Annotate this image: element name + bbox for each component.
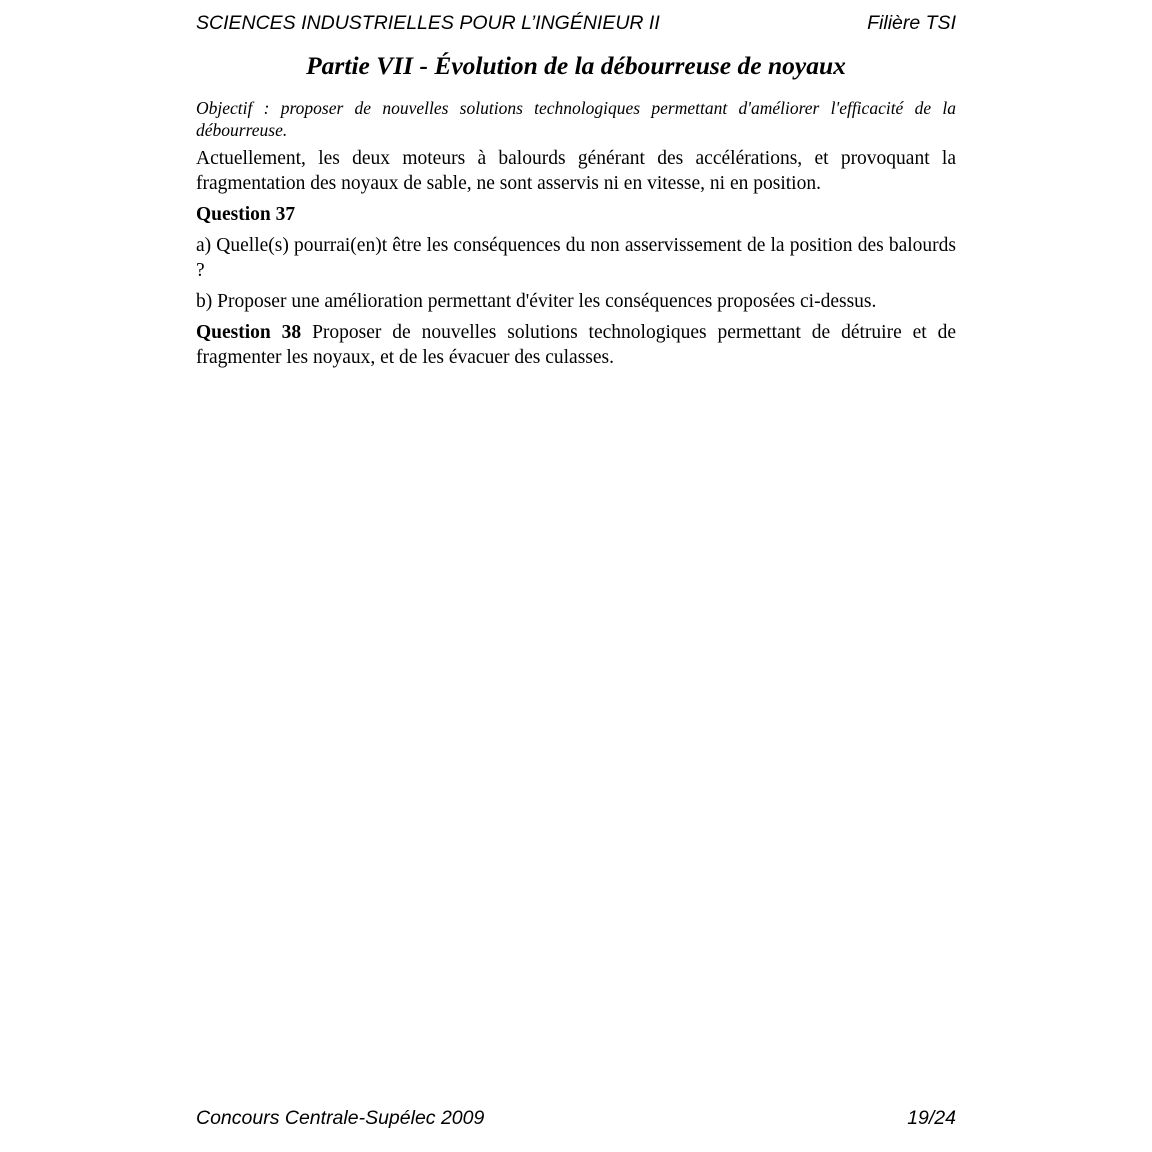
header-track: Filière TSI [867, 12, 956, 34]
question-37-part-a: a) Quelle(s) pourrai(en)t être les conséquences du non asservissement de la position des balourds ? [196, 235, 956, 281]
question-38-heading: Question 38 [196, 322, 302, 343]
running-footer [196, 1105, 956, 1131]
question-37-heading: Question 37 [196, 204, 296, 225]
objective-paragraph: Objectif : proposer de nouvelles solutions technologiques permettant d'améliorer l'efficacité de la débourreuse. [196, 98, 956, 140]
question-37-part-b: b) Proposer une amélioration permettant d'éviter les conséquences proposées ci-dessus. [196, 291, 877, 312]
page-number: 19/24 [907, 1107, 956, 1129]
running-header [196, 11, 956, 35]
document-page [196, 0, 956, 1152]
body-text [196, 97, 956, 376]
question-38-text: Proposer de nouvelles solutions technologiques permettant de détruire et de fragmenter les noyaux, et de les évacuer des culasses. [196, 322, 956, 368]
header-subject: SCIENCES INDUSTRIELLES POUR L’INGÉNIEUR II [196, 12, 660, 34]
footer-contest: Concours Centrale-Supélec 2009 [196, 1107, 485, 1129]
part-title: Partie VII - Évolution de la débourreuse de noyaux [306, 51, 846, 80]
intro-paragraph: Actuellement, les deux moteurs à balourds générant des accélérations, et provoquant la fragmentation des noyaux de sable, ne sont asservis ni en vitesse, ni en position. [196, 148, 956, 194]
question-38-paragraph [196, 320, 956, 370]
